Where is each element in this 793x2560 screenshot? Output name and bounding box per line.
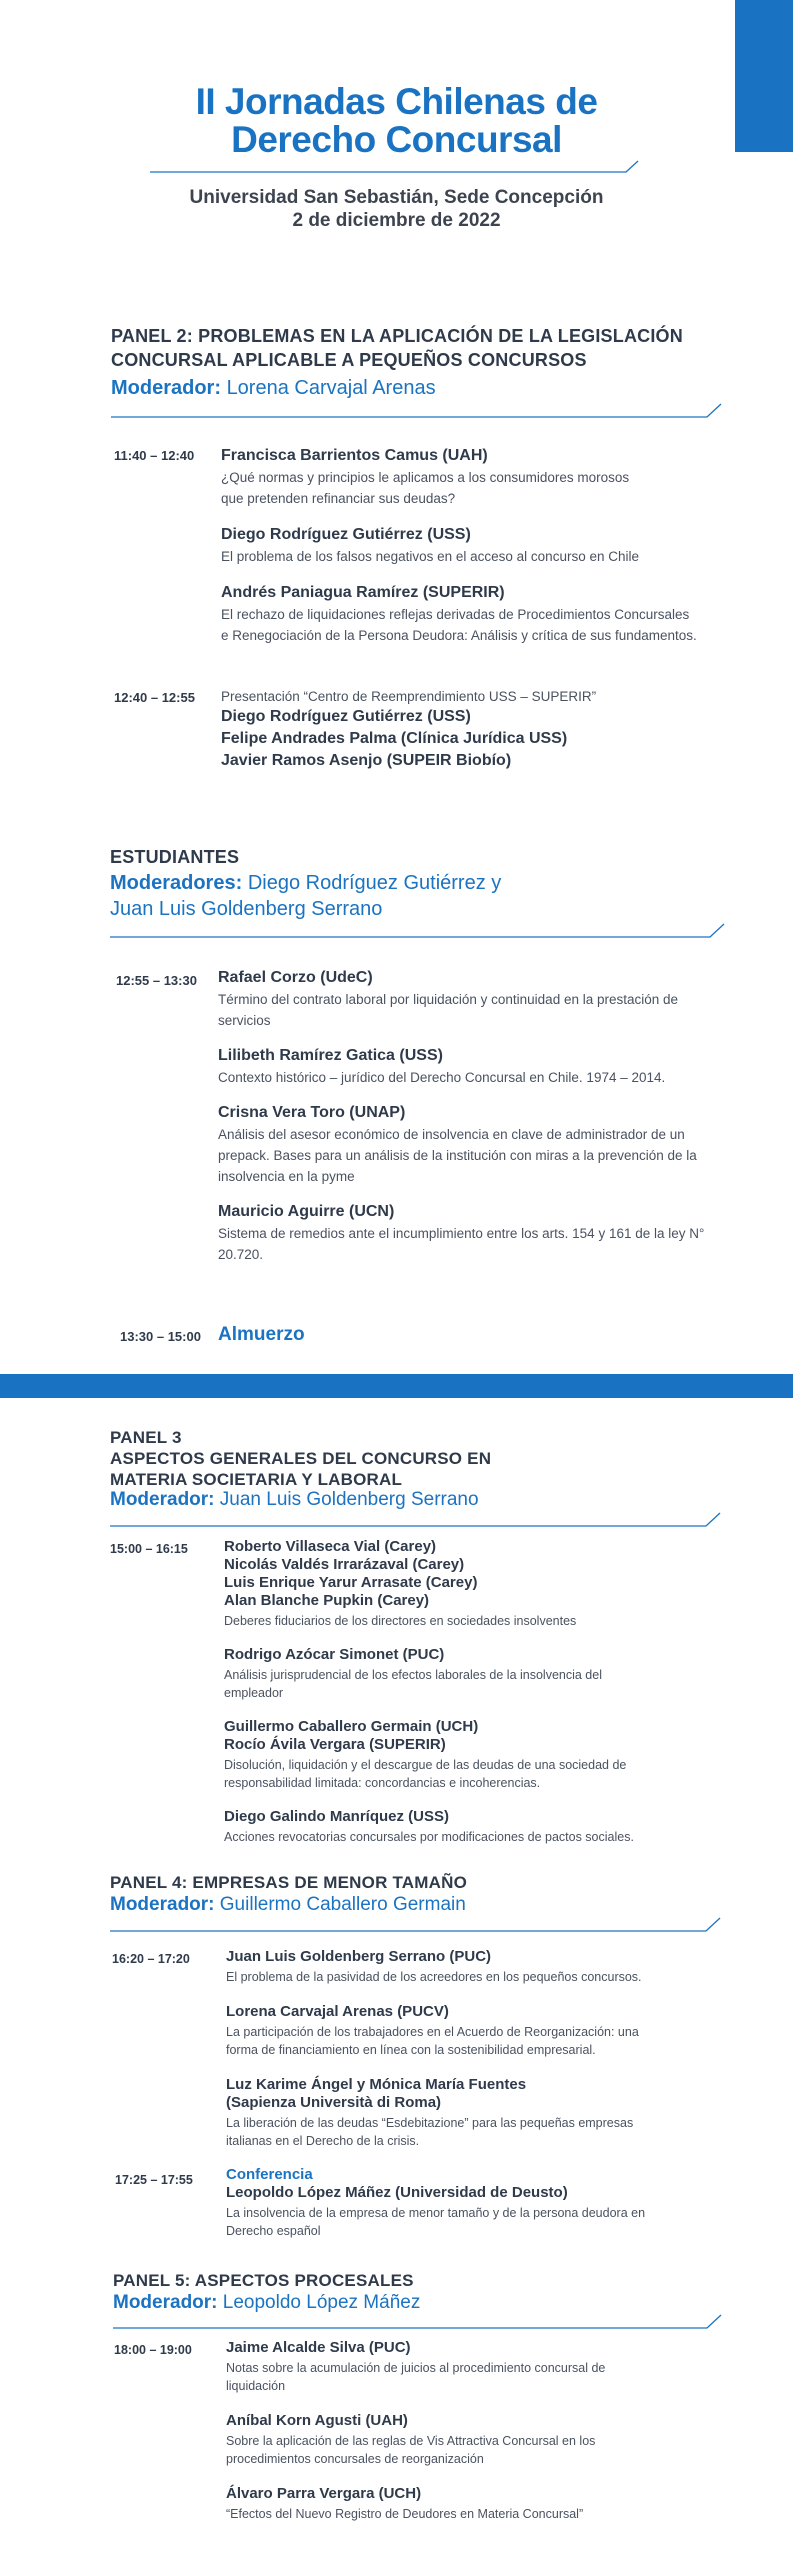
speaker-name: (Sapienza Università di Roma) (226, 2094, 442, 2111)
speaker-name: Luz Karime Ángel y Mónica María Fuentes (226, 2076, 527, 2093)
session-time: 12:55 – 13:30 (116, 973, 197, 988)
speaker-name: Rodrigo Azócar Simonet (PUC) (224, 1646, 445, 1663)
panel3-session (224, 1538, 754, 1846)
presentation-title: Presentación “Centro de Reemprendimiento USS – SUPERIR” (221, 689, 597, 704)
talk-title: El rechazo de liquidaciones reflejas derivadas de Procedimientos Concursales e Renegociación de la Persona Deudora: Análisis y crítica de sus fundamentos. (221, 607, 697, 643)
students-moderators: Moderadores: Diego Rodríguez Gutiérrez y Juan Luis Goldenberg Serrano (110, 872, 502, 920)
corner-accent-block (735, 0, 793, 152)
speaker-name: Guillermo Caballero Germain (UCH) (224, 1718, 479, 1735)
speaker-name: Crisna Vera Toro (UNAP) (218, 1104, 406, 1121)
talk-title: Término del contrato laboral por liquidación y continuidad en la prestación de servicios (218, 992, 679, 1028)
panel5-moderator: Moderador: Leopoldo López Máñez (113, 2292, 421, 2313)
talk-title: Disolución, liquidación y el descargue de las deudas de una sociedad de responsabilidad limitada: concordancias e incoherencias. (224, 1758, 627, 1790)
speaker-name: Juan Luis Goldenberg Serrano (PUC) (226, 1948, 492, 1965)
lunch-label: Almuerzo (218, 1324, 305, 1345)
panel3-divider (110, 1512, 722, 1528)
panel2-divider (111, 403, 723, 419)
students-session (218, 968, 758, 1265)
speaker-name: Rafael Corzo (UdeC) (218, 969, 373, 986)
panel5-session (226, 2339, 756, 2523)
lunch-time: 13:30 – 15:00 (120, 1329, 201, 1344)
speaker-name: Luis Enrique Yarur Arrasate (Carey) (224, 1574, 478, 1591)
event-venue-date (120, 186, 673, 232)
speaker-name: Lilibeth Ramírez Gatica (USS) (218, 1047, 443, 1064)
panel4-session (226, 1948, 756, 2150)
panel2-moderator: Moderador: Lorena Carvajal Arenas (111, 377, 436, 399)
panel5-divider (113, 2314, 723, 2330)
panel5-title: PANEL 5: ASPECTOS PROCESALES (113, 2271, 414, 2290)
conference-label: Conferencia (226, 2166, 313, 2183)
presenter-name: Javier Ramos Asenjo (SUPEIR Biobío) (221, 752, 512, 769)
presenter-name: Diego Rodríguez Gutiérrez (USS) (221, 708, 471, 725)
talk-title: ¿Qué normas y principios le aplicamos a los consumidores morosos que pretenden refinanciar sus deudas? (221, 470, 630, 506)
talk-title: Notas sobre la acumulación de juicios al procedimiento concursal de liquidación (226, 2361, 606, 2393)
panel4-conference (226, 2166, 756, 2240)
talk-title: “Efectos del Nuevo Registro de Deudores en Materia Concursal” (226, 2507, 584, 2521)
event-title: II Jornadas Chilenas de Derecho Concursal (195, 81, 598, 160)
speaker-name: Diego Rodríguez Gutiérrez (USS) (221, 526, 471, 543)
talk-title: La participación de los trabajadores en el Acuerdo de Reorganización: una forma de financiamiento en línea con la sostenibilidad empresarial. (226, 2025, 639, 2057)
session-time: 18:00 – 19:00 (114, 2343, 192, 2357)
session-time: 11:40 – 12:40 (114, 448, 195, 463)
talk-title: Análisis jurisprudencial de los efectos laborales de la insolvencia del empleador (224, 1668, 602, 1700)
session-time: 16:20 – 17:20 (112, 1952, 190, 1966)
session-time: 17:25 – 17:55 (115, 2173, 193, 2187)
talk-title: Contexto histórico – jurídico del Derecho Concursal en Chile. 1974 – 2014. (218, 1070, 666, 1085)
speaker-name: Álvaro Parra Vergara (UCH) (226, 2485, 422, 2502)
speaker-name: Jaime Alcalde Silva (PUC) (226, 2339, 411, 2356)
university: Universidad San Sebastián, Sede Concepción (189, 187, 604, 208)
panel4-moderator: Moderador: Guillermo Caballero Germain (110, 1894, 466, 1915)
speaker-name: Alan Blanche Pupkin (Carey) (224, 1592, 430, 1609)
talk-title: Deberes fiduciarios de los directores en sociedades insolventes (224, 1614, 577, 1628)
talk-title: Acciones revocatorias concursales por modificaciones de pactos sociales. (224, 1830, 634, 1844)
panel2-presentation (221, 686, 761, 770)
speaker-name: Francisca Barrientos Camus (UAH) (221, 447, 488, 464)
panel3-title: PANEL 3 ASPECTOS GENERALES DEL CONCURSO EN MATERIA SOCIETARIA Y LABORAL (110, 1428, 492, 1489)
section-band (0, 1374, 793, 1398)
session-time: 12:40 – 12:55 (114, 690, 195, 705)
title-divider (150, 160, 640, 174)
talk-title: El problema de los falsos negativos en el acceso al concurso en Chile (221, 549, 639, 564)
talk-title: Análisis del asesor económico de insolvencia en clave de administrador de un prepack. Bases para un análisis de la institución con miras a la prevención de la insolvencia en la pyme (218, 1127, 697, 1184)
students-divider (110, 923, 726, 939)
speaker-name: Aníbal Korn Agusti (UAH) (226, 2412, 408, 2429)
talk-title: La insolvencia de la empresa de menor tamaño y de la persona deudora en Derecho español (226, 2206, 646, 2238)
talk-title: El problema de la pasividad de los acreedores en los pequeños concursos. (226, 1970, 642, 1984)
students-title: ESTUDIANTES (110, 847, 240, 867)
panel4-title: PANEL 4: EMPRESAS DE MENOR TAMAÑO (110, 1873, 468, 1892)
speaker-name: Rocío Ávila Vergara (SUPERIR) (224, 1736, 446, 1753)
speaker-name: Lorena Carvajal Arenas (PUCV) (226, 2003, 449, 2020)
event-date: 2 de diciembre de 2022 (292, 210, 501, 231)
session-time: 15:00 – 16:15 (110, 1542, 188, 1556)
talk-title: Sistema de remedios ante el incumplimiento entre los arts. 154 y 161 de la ley N° 20.720. (218, 1226, 705, 1262)
speaker-name: Nicolás Valdés Irrarázaval (Carey) (224, 1556, 465, 1573)
panel2-session1 (221, 446, 761, 646)
speaker-name: Andrés Paniagua Ramírez (SUPERIR) (221, 584, 505, 601)
presenter-name: Felipe Andrades Palma (Clínica Jurídica USS) (221, 730, 568, 747)
speaker-name: Diego Galindo Manríquez (USS) (224, 1808, 450, 1825)
speaker-name: Mauricio Aguirre (UCN) (218, 1203, 395, 1220)
talk-title: Sobre la aplicación de las reglas de Vis Attractiva Concursal en los procedimientos concursales de reorganización (226, 2434, 596, 2466)
speaker-name: Leopoldo López Máñez (Universidad de Deusto) (226, 2184, 568, 2201)
speaker-name: Roberto Villaseca Vial (Carey) (224, 1538, 437, 1555)
panel2-title: PANEL 2: PROBLEMAS EN LA APLICACIÓN DE LA LEGISLACIÓN CONCURSAL APLICABLE A PEQUEÑOS CONCURSOS (111, 326, 683, 370)
panel3-moderator: Moderador: Juan Luis Goldenberg Serrano (110, 1489, 479, 1510)
panel4-divider (110, 1917, 722, 1933)
talk-title: La liberación de las deudas “Esdebitazione” para las pequeñas empresas italianas en el Derecho de la crisis. (226, 2116, 634, 2148)
